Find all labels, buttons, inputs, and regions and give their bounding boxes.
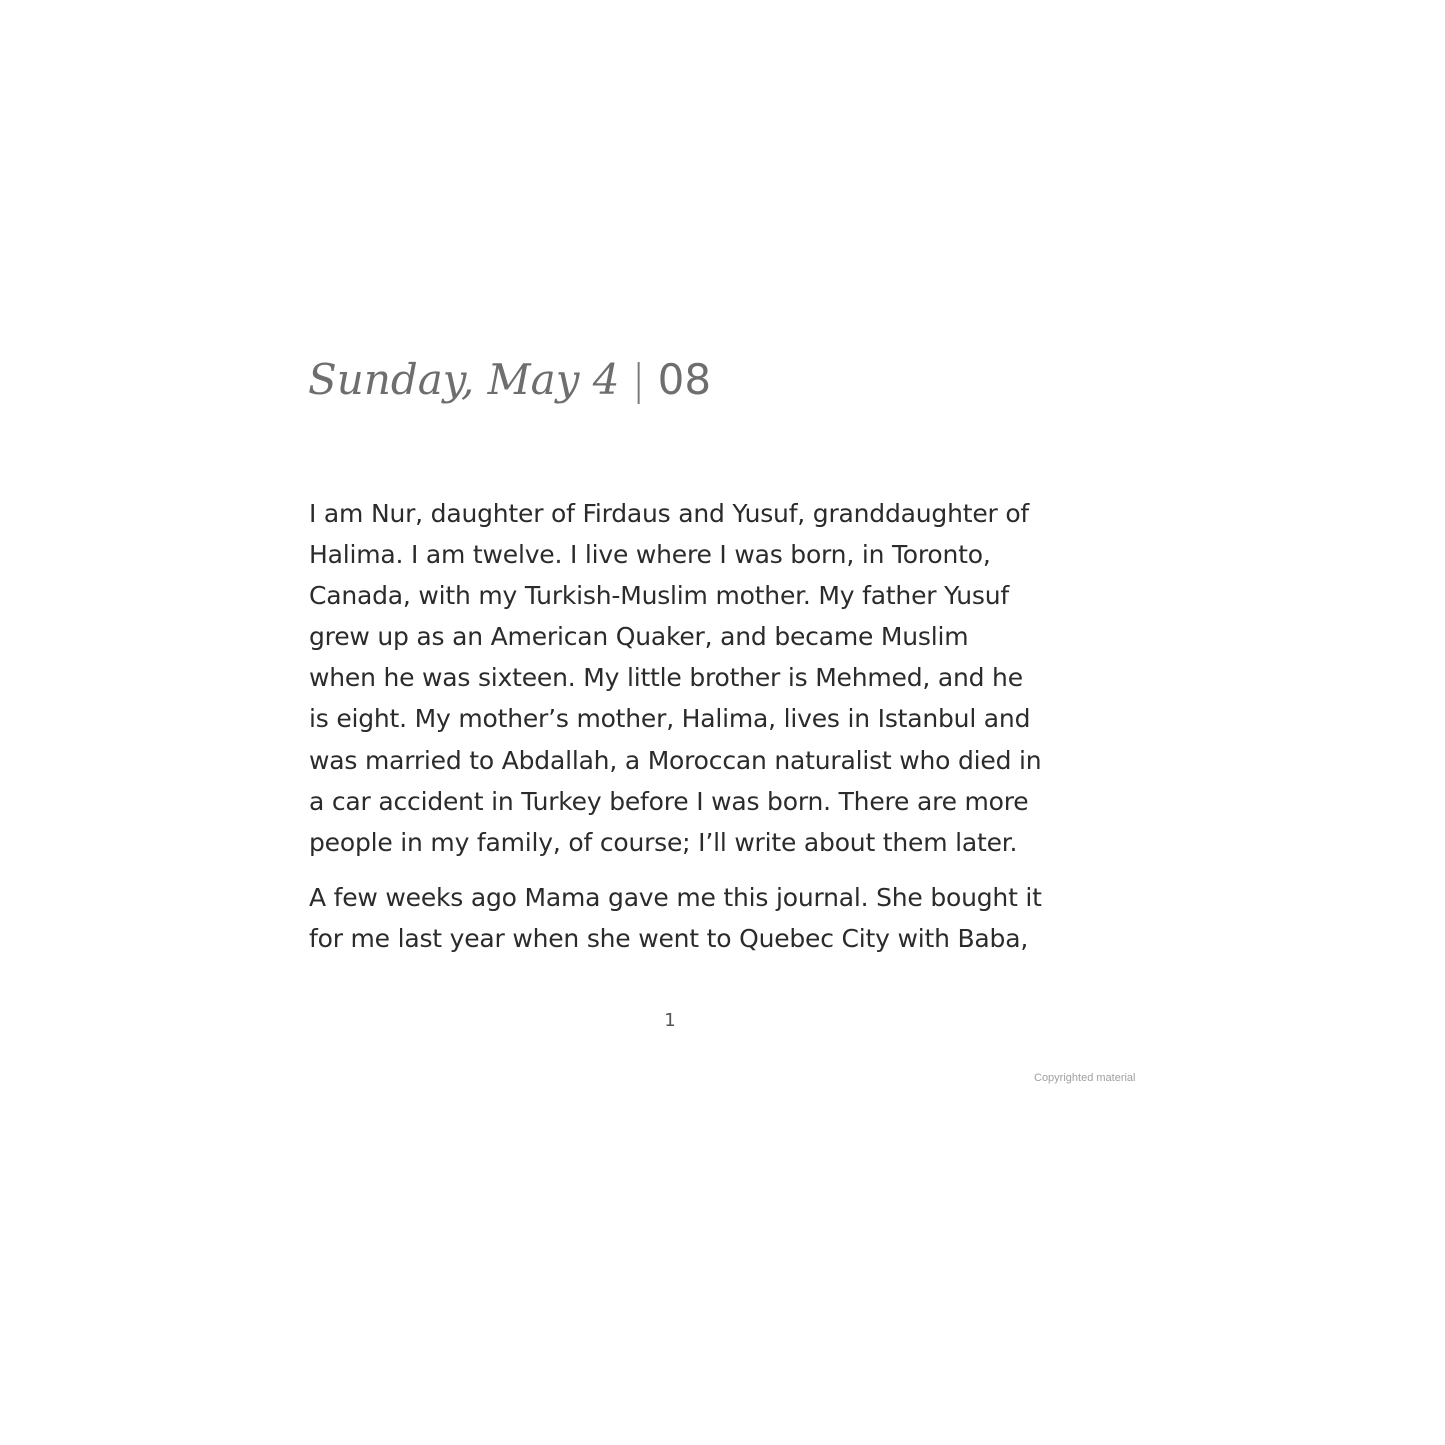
text-line: grew up as an American Quaker, and became Muslim bbox=[309, 622, 969, 652]
text-line: was married to Abdallah, a Moroccan naturalist who died in bbox=[309, 745, 1042, 775]
journal-body bbox=[309, 493, 1044, 973]
text-line: a car accident in Turkey before I was born. There are more bbox=[309, 786, 1029, 816]
journal-entry-heading bbox=[308, 350, 711, 410]
entry-date: Sunday, May 4 bbox=[308, 355, 620, 404]
entry-year: 08 bbox=[657, 355, 712, 404]
copyright-notice: Copyrighted material bbox=[1034, 1072, 1136, 1084]
paragraph-1 bbox=[309, 493, 1044, 863]
text-line: A few weeks ago Mama gave me this journal. She bought it bbox=[309, 882, 1042, 912]
text-line: for me last year when she went to Quebec City with Baba, bbox=[309, 923, 1029, 953]
page-number: 1 bbox=[664, 1010, 676, 1031]
text-line: I am Nur, daughter of Firdaus and Yusuf, granddaughter of bbox=[309, 499, 1030, 528]
text-line: is eight. My mother’s mother, Halima, lives in Istanbul and bbox=[309, 704, 1031, 734]
paragraph-2 bbox=[309, 877, 1044, 959]
text-line: Halima. I am twelve. I live where I was born, in Toronto, bbox=[309, 540, 991, 570]
heading-separator: | bbox=[631, 355, 646, 404]
text-line: people in my family, of course; I’ll write about them later. bbox=[309, 827, 1018, 857]
text-line: Canada, with my Turkish-Muslim mother. My father Yusuf bbox=[309, 581, 1010, 611]
text-line: when he was sixteen. My little brother is Mehmed, and he bbox=[309, 663, 1023, 693]
